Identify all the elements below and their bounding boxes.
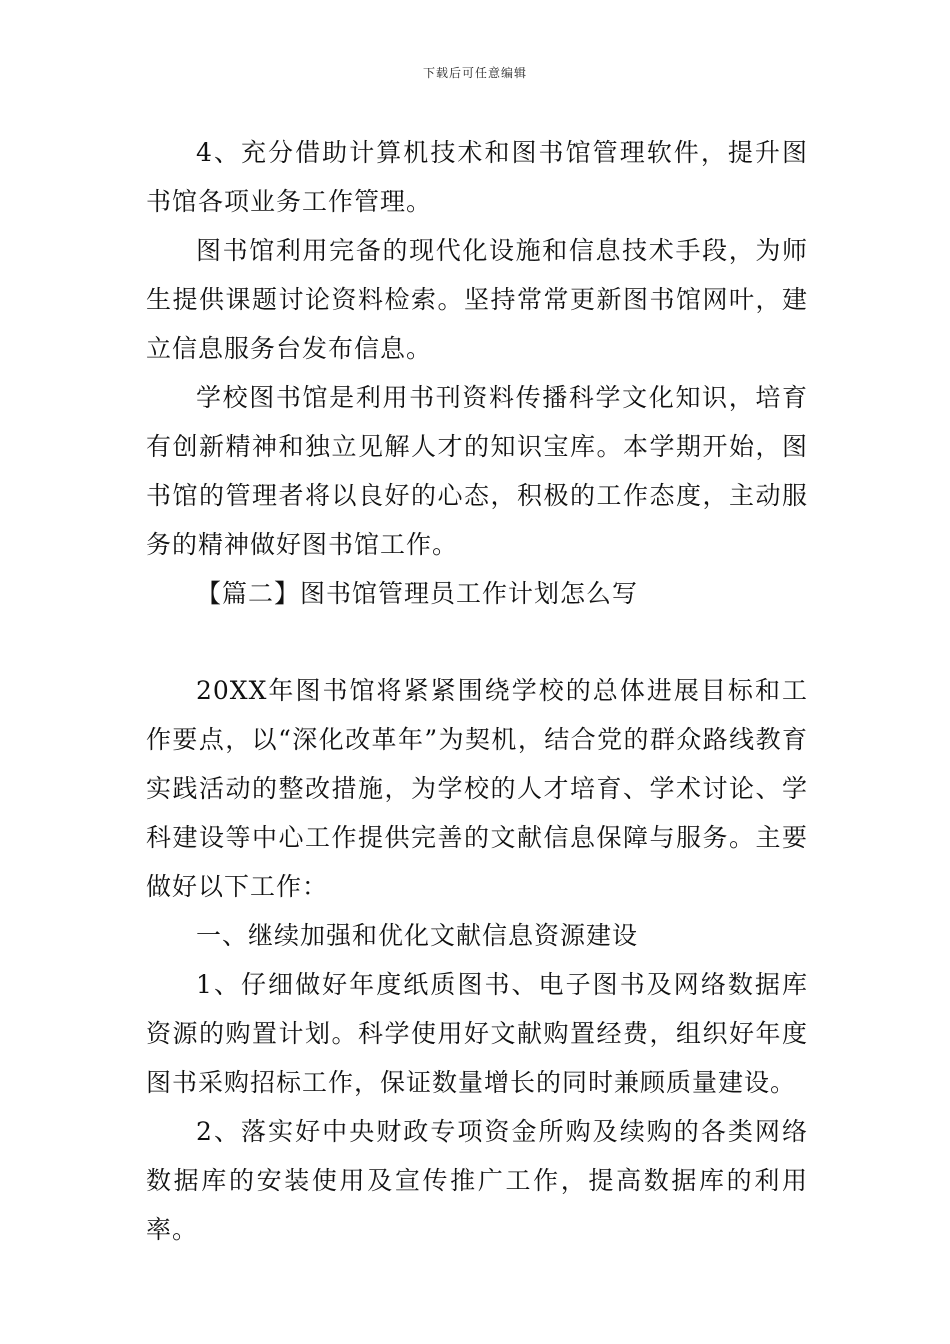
page-header-note: 下载后可任意编辑 [422,66,527,80]
paragraph-item-2: 2、落实好中央财政专项资金所购及续购的各类网络数据库的安装使用及宣传推广工作，提高数据库的利用率。 [146,1117,808,1244]
blank-line [146,618,808,666]
section-heading-part-two: 【篇二】图书馆管理员工作计划怎么写 [196,579,639,608]
document-body [146,128,808,1254]
paragraph-annual-plan: 20XX年图书馆将紧紧围绕学校的总体进展目标和工作要点，以“深化改革年”为契机，结合党的群众路线教育实践活动的整改措施，为学校的人才培育、学术讨论、学科建设等中心工作提供完善的文献信息保障与服务。主要做好以下工作： [146,676,808,901]
paragraph-item-1: 1、仔细做好年度纸质图书、电子图书及网络数据库资源的购置计划。科学使用好文献购置经费，组织好年度图书采购招标工作，保证数量增长的同时兼顾质量建设。 [146,970,808,1097]
paragraph-library-tech: 图书馆利用完备的现代化设施和信息技术手段，为师生提供课题讨论资料检索。坚持常常更新图书馆网叶，建立信息服务台发布信息。 [146,236,808,363]
subheading-resource-building: 一、继续加强和优化文献信息资源建设 [196,921,639,950]
paragraph-school-library: 学校图书馆是利用书刊资料传播科学文化知识，培育有创新精神和独立见解人才的知识宝库。本学期开始，图书馆的管理者将以良好的心态，积极的工作态度，主动服务的精神做好图书馆工作。 [146,383,808,559]
paragraph-item-4: 4、充分借助计算机技术和图书馆管理软件，提升图书馆各项业务工作管理。 [146,138,808,216]
